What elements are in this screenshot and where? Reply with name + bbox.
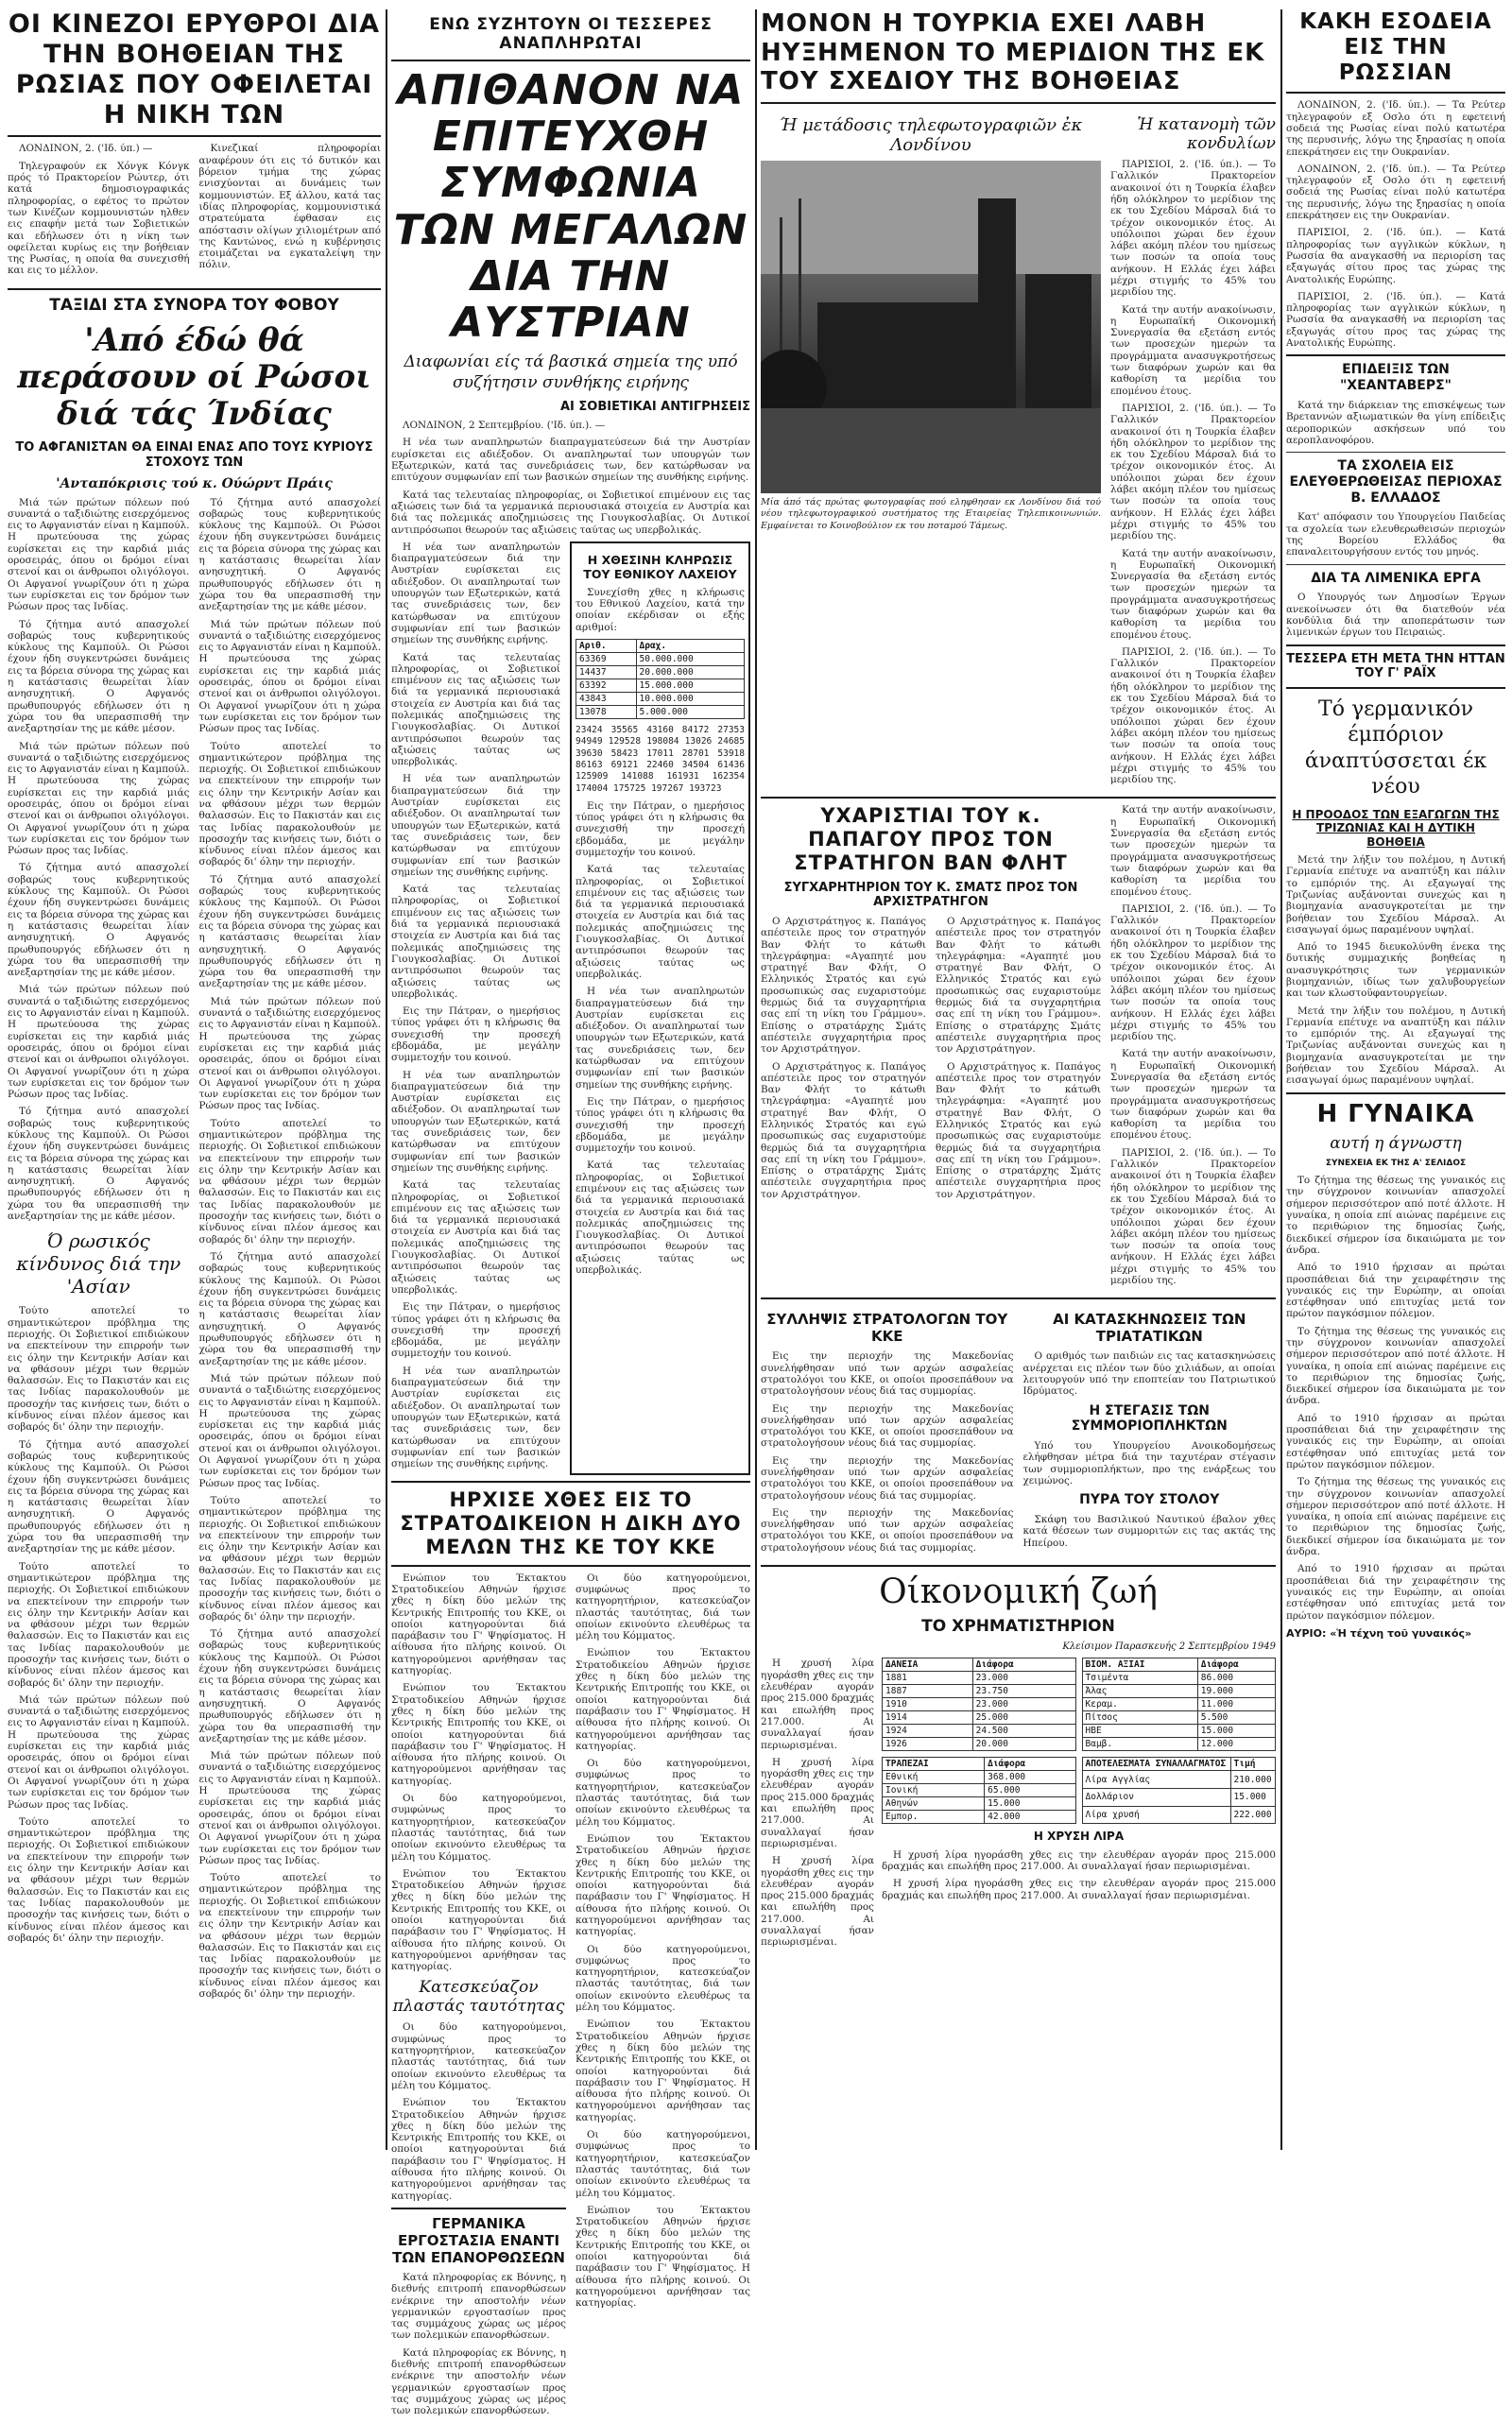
section-tag-soviet: ΑΙ ΣΟΒΙΕΤΙΚΑΙ ΑΝΤΙΓΡΗΣΕΙΣ	[560, 399, 750, 414]
stock-exchange-tables	[882, 1658, 1276, 1953]
article-text: Οι δύο κατηγορούμενοι, συμφώνως προς το κατηγορητήριον, κατεσκεύαζον πλαστάς ταυτότητας, διά των οποίων εκινούντο ελευθέρως τα μέλη του Κόμματος.	[391, 1793, 566, 1863]
headline-fleet: ΠΥΡΑ ΤΟΥ ΣΤΟΛΟΥ	[1079, 1492, 1220, 1508]
article-text: Οι δύο κατηγορούμενοι, συμφώνως προς το κατηγορητήριον, κατεσκεύαζον πλαστάς ταυτότητας, διά των οποίων εκινούντο ελευθέρως τα μέλη του Κόμματος.	[576, 1572, 750, 1642]
article-text: Μιά τών πρώτων πόλεων πού συναντά ο ταξιδιώτης εισερχόμενος εις το Αφγανιστάν είναι η Καμπούλ. Η πρωτεύουσα της χώρας ευρίσκεται εις την καρδιά μιάς οροσειράς, όπου οι δρόμοι είναι στενοί και οι άνθρωποι ολιγόλογοι. Οι Αφγανοί γνωρίζουν ότι η χώρα των ευρίσκεται εις τον δρόμον των Ρώσων προς τας Ινδίας.	[8, 496, 190, 613]
article-text: Τό ζήτημα αυτό απασχολεί σοβαρώς τους κυβερνητικούς κύκλους της Καμπούλ. Οι Ρώσοι έχουν ήδη συγκεντρώσει δυνάμεις εις τα βόρεια σύνορα της χώρας και η κατάστασις θεωρείται λίαν ανησυχητική. Ο Αφγανός πρωθυπουργός εδήλωσεν ότι η χώρα του θα υπερασπισθή την ανεξαρτησίαν της με κάθε μέσον.	[8, 1438, 190, 1555]
article-text: Κινεζικαί πληροφορίαι αναφέρουν ότι εις τό δυτικόν και βόρειον τμήμα της χώρας ενισχύονται αι δυνάμεις των κομμουνιστών. Εξ άλλου, κατά τας ιδίας πληροφορίας, κομμουνιστικά στρατεύματα έφθασαν εις απόστασιν ολίγων χιλιομέτρων από της Καντώνος, ενώ η κυβέρνησις ετοιμάζεται να εγκαταλείψη την πόλιν.	[198, 143, 381, 271]
article-text: Τό ζήτημα αυτό απασχολεί σοβαρώς τους κυβερνητικούς κύκλους της Καμπούλ. Οι Ρώσοι έχουν ήδη συγκεντρώσει δυνάμεις εις τα βόρεια σύνορα της χώρας και η κατάστασις θεωρείται λίαν ανησυχητική. Ο Αφγανός πρωθυπουργός εδήλωσεν ότι η χώρα του θα υπερασπισθή την ανεξαρτησίαν της με κάθε μέσον.	[198, 496, 381, 613]
table-cell: 43843	[576, 693, 637, 706]
headline-housing: Η ΣΤΕΓΑΣΙΣ ΤΩΝ ΣΥΜΜΟΡΙΟΠΛΗΚΤΩΝ	[1071, 1402, 1228, 1435]
article-text: Εις την περιοχήν της Μακεδονίας συνελήφθησαν υπό των αρχών ασφαλείας στρατολόγοι του ΚΚΕ, οι οποίοι προσεπάθουν να στρατολογήσουν νέους διά τας συμμορίας.	[761, 1350, 1014, 1398]
article-text: Μιά τών πρώτων πόλεων πού συναντά ο ταξιδιώτης εισερχόμενος εις το Αφγανιστάν είναι η Καμπούλ. Η πρωτεύουσα της χώρας ευρίσκεται εις την καρδιά μιάς οροσειράς, όπου οι δρόμοι είναι στενοί και οι άνθρωποι ολιγόλογοι. Οι Αφγανοί γνωρίζουν ότι η χώρα των ευρίσκεται εις τον δρόμον των Ρώσων προς τας Ινδίας.	[198, 995, 381, 1112]
table-cell: 15.000.000	[636, 679, 745, 693]
article-text: Ενώπιον του Έκτακτου Στρατοδικείου Αθηνών ήρχισε χθες η δίκη δύο μελών της Κεντρικής Επιτροπής του ΚΚΕ, οι οποίοι κατηγορούνται διά παράβασιν του Γ' Ψηφίσματος. Η αίθουσα ήτο πλήρης κοινού. Οι κατηγορούμενοι αρνήθησαν τας κατηγορίας.	[391, 1867, 566, 1973]
article-chinese-reds	[8, 143, 381, 282]
article-text: Ενώπιον του Έκτακτου Στρατοδικείου Αθηνών ήρχισε χθες η δίκη δύο μελών της Κεντρικής Επιτροπής του ΚΚΕ, οι οποίοι κατηγορούνται διά παράβασιν του Γ' Ψηφίσματος. Η αίθουσα ήτο πλήρης κοινού. Οι κατηγορούμενοι αρνήθησαν τας κατηγορίας.	[576, 1647, 750, 1752]
table-cell: 23.750	[972, 1685, 1075, 1698]
headline-kke-arrests: ΣΥΛΛΗΨΙΣ ΣΤΡΑΤΟΛΟΓΩΝ ΤΟΥ ΚΚΕ	[766, 1311, 1008, 1346]
table-cell: Δολλάριον	[1082, 1789, 1230, 1807]
divider	[8, 288, 381, 290]
article-text: Μιά τών πρώτων πόλεων πού συναντά ο ταξιδιώτης εισερχόμενος εις το Αφγανιστάν είναι η Καμπούλ. Η πρωτεύουσα της χώρας ευρίσκεται εις την καρδιά μιάς οροσειράς, όπου οι δρόμοι είναι στενοί και οι άνθρωποι ολιγόλογοι. Οι Αφγανοί γνωρίζουν ότι η χώρα των ευρίσκεται εις τον δρόμον των Ρώσων προς τας Ινδίας.	[8, 740, 190, 857]
divider	[1286, 687, 1505, 689]
table-cell: 14437	[576, 666, 637, 679]
article-text: Εις την Πάτραν, ο ημερήσιος τύπος γράφει ότι η κλήρωσις θα συνεχισθή την προσεχή εβδομάδα, με μεγάλην συμμετοχήν του κοινού.	[576, 1095, 745, 1155]
table-row	[576, 679, 745, 693]
gold-sovereign-heading: Η ΧΡΥΣΗ ΛΙΡΑ	[1033, 1830, 1125, 1844]
article-text: Κατά την αυτήν ανακοίνωσιν, η Ευρωπαϊκή Οικονομική Συνεργασία θα εξετάση εντός των προσεχών ημερών τα προγράμματα ανασυγκροτήσεως των διαφόρων χωρών και θα καθορίση τα μερίδια του επομένου έτους.	[1110, 1048, 1276, 1142]
table-cell: 1926	[883, 1738, 973, 1751]
photo-building	[1025, 274, 1091, 416]
headline-harbor-works: ΔΙΑ ΤΑ ΛΙΜΕΝΙΚΑ ΕΡΓΑ	[1311, 570, 1481, 586]
article-text: Μετά την λήξιν του πολέμου, η Δυτική Γερμανία επέτυχε να αναπτύξη και πάλιν το εμπόριόν της. Αι εξαγωγαί της Τριζωνίας αυξάνονται συνεχώς και η βιομηχανία ανασυγκροτείται με την βοήθειαν του Σχεδίου Μάρσαλ. Αι εισαγωγαί όμως παραμένουν υψηλαί.	[1286, 854, 1505, 936]
divider	[8, 135, 381, 137]
article-text: Τό ζήτημα αυτό απασχολεί σοβαρώς τους κυβερνητικούς κύκλους της Καμπούλ. Οι Ρώσοι έχουν ήδη συγκεντρώσει δυνάμεις εις τα βόρεια σύνορα της χώρας και η κατάστασις θεωρείται λίαν ανησυχητική. Ο Αφγανός πρωθυπουργός εδήλωσεν ότι η χώρα του θα υπερασπισθή την ανεξαρτησίαν της με κάθε μέσον.	[8, 1106, 190, 1223]
headline-austria-agreement: ΑΠΙΘΑΝΟΝ ΝΑ ΕΠΙΤΕΥΧΘΗ ΣΥΜΦΩΝΙΑ ΤΩΝ ΜΕΓΑΛΩΝ ΔΙΑ ΤΗΝ ΑΥΣΤΡΙΑΝ	[393, 65, 748, 348]
lottery-box	[570, 541, 750, 1476]
article-text: Κατά τας τελευταίας πληροφορίας, οι Σοβιετικοί επιμένουν εις τας αξιώσεις των διά τα γερμανικά περιουσιακά στοιχεία εν Αυστρία και διά τας πολεμικάς αποζημιώσεις της Γιουγκοσλαβίας. Οι Δυτικοί αντιπρόσωποι θεωρούν τας αξιώσεις ταύτας ως υπερβολικάς.	[391, 884, 560, 1000]
lower-section	[761, 1305, 1276, 1559]
table-header: ΔΑΝΕΙΑ	[883, 1658, 973, 1672]
article-text: Η νέα των αναπληρωτών διαπραγματεύσεων διά την Αυστρίαν ευρίσκεται εις αδιέξοδον. Οι αναπληρωταί των υπουργών των Εξωτερικών, κατά τας συνεδριάσεις των, δεν κατώρθωσαν να επιτύχουν συμφωνίαν επί των βασικών σημείων της συνθήκης ειρήνης.	[391, 541, 560, 646]
table-cell: Εθνική	[883, 1771, 985, 1784]
table-header: Τιμή	[1230, 1758, 1275, 1771]
table-cell: 1924	[883, 1725, 973, 1738]
headline-papagos-thanks: ΥΧΑΡΙΣΤΙΑΙ ΤΟΥ κ. ΠΑΠΑΓΟΥ ΠΡΟΣ ΤΟΝ ΣΤΡΑΤΗΓΟΝ ΒΑΝ ΦΛΗΤ	[794, 804, 1068, 874]
article-text: Η χρυσή λίρα ηγοράσθη χθες εις την ελευθέραν αγοράν προς 215.000 δραχμάς και επωλήθη προς 217.000. Αι συναλλαγαί ήσαν περιωρισμέναι.	[761, 1756, 874, 1849]
article-text: Σκάφη του Βασιλικού Ναυτικού έβαλον χθες κατά θέσεων των συμμοριτών εις τας ακτάς της Ηπείρου.	[1022, 1514, 1276, 1549]
deck-disagreements: Διαφωνίαι είς τά βασικά σημεία της υπό συζήτησιν συνθήκης ειρήνης	[404, 352, 738, 393]
article-text: Κατά τας τελευταίας πληροφορίας, οι Σοβιετικοί επιμένουν εις τας αξιώσεις των διά τα γερμανικά περιουσιακά στοιχεία εν Αυστρία και διά τας πολεμικάς αποζημιώσεις της Γιουγκοσλαβίας. Οι Δυτικοί αντιπρόσωποι θεωρούν τας αξιώσεις ταύτας ως υπερβολικάς.	[391, 1179, 560, 1296]
table-row	[576, 653, 745, 666]
headline-woman: Η ΓΥΝΑΙΚΑ	[1316, 1099, 1475, 1128]
article-text: Μετά την λήξιν του πολέμου, η Δυτική Γερμανία επέτυχε να αναπτύξη και πάλιν το εμπόριόν της. Αι εξαγωγαί της Τριζωνίας αυξάνονται συνεχώς και η βιομηχανία ανασυγκροτείται με την βοήθειαν του Σχεδίου Μάρσαλ. Αι εισαγωγαί όμως παραμένουν υψηλαί.	[1286, 1005, 1505, 1087]
table-row	[576, 706, 745, 719]
article-text: Μιά τών πρώτων πόλεων πού συναντά ο ταξιδιώτης εισερχόμενος εις το Αφγανιστάν είναι η Καμπούλ. Η πρωτεύουσα της χώρας ευρίσκεται εις την καρδιά μιάς οροσειράς, όπου οι δρόμοι είναι στενοί και οι άνθρωποι ολιγόλογοι. Οι Αφγανοί γνωρίζουν ότι η χώρα των ευρίσκεται εις τον δρόμον των Ρώσων προς τας Ινδίας.	[198, 618, 381, 735]
table-cell: 15.000	[1230, 1789, 1275, 1807]
photo-river	[761, 408, 1101, 493]
table-header: Διάφορα	[972, 1658, 1075, 1672]
table-header: ΑΠΟΤΕΛΕΣΜΑΤΑ ΣΥΝΑΛΛΑΓΜΑΤΟΣ	[1082, 1758, 1230, 1771]
section-headline-border-trip: ΤΑΞΙΔΙ ΣΤΑ ΣΥΝΟΡΑ ΤΟΥ ΦΟΒΟΥ	[49, 295, 339, 315]
table-row	[576, 666, 745, 679]
table-row	[1082, 1711, 1276, 1725]
table-cell: Αθηνών	[883, 1797, 985, 1811]
article-text: Κατά τας τελευταίας πληροφορίας, οι Σοβιετικοί επιμένουν εις τας αξιώσεις των διά τα γερμανικά περιουσιακά στοιχεία εν Αυστρία και διά τας πολεμικάς αποζημιώσεις της Γιουγκοσλαβίας. Οι Δυτικοί αντιπρόσωποι θεωρούν τας αξιώσεις ταύτας ως υπερβολικάς.	[576, 1160, 745, 1277]
economy-note: Κλείσιμον Παρασκευής 2 Σεπτεμβρίου 1949	[1062, 1641, 1276, 1653]
table-cell: 1910	[883, 1698, 973, 1711]
article-text: Τούτο αποτελεί το σημαντικώτερον πρόβλημα της περιοχής. Οι Σοβιετικοί επιδιώκουν να επεκτείνουν την επιρροήν των εις όλην την Κεντρικήν Ασίαν και να φθάσουν μέχρι των θερμών θαλασσών. Εις το Πακιστάν και εις τας Ινδίας παρακολουθούν με προσοχήν τας κινήσεις των, διότι ο κίνδυνος είναι πλέον άμεσος και σοβαρός δι' όλην την περιοχήν.	[198, 740, 381, 868]
table-cell: 1881	[883, 1672, 973, 1685]
table-row	[1082, 1672, 1276, 1685]
article-turkey	[1110, 110, 1276, 791]
divider	[1286, 644, 1505, 646]
article-text: Κατά την αυτήν ανακοίνωσιν, η Ευρωπαϊκή Οικονομική Συνεργασία θα εξετάση εντός των προσεχών ημερών τα προγράμματα ανασυγκροτήσεως των διαφόρων χωρών και θα καθορίση τα μερίδια του επομένου έτους.	[1110, 804, 1276, 898]
divider	[1286, 564, 1505, 565]
article-text: Οι δύο κατηγορούμενοι, συμφώνως προς το κατηγορητήριον, κατεσκεύαζον πλαστάς ταυτότητας, διά των οποίων εκινούντο ελευθέρως τα μέλη του Κόμματος.	[576, 1758, 750, 1828]
article-text: Το ζήτημα της θέσεως της γυναικός εις την σύγχρονον κοινωνίαν απασχολεί σήμερον περισσότερον από ποτέ άλλοτε. Η γυναίκα, η οποία επί αιώνας παρέμεινε εις το περιθώριον της δημοσίας ζωής, διεκδικεί σήμερον ίσα δικαιώματα με τον άνδρα.	[1286, 1325, 1505, 1407]
column-4	[1286, 9, 1505, 1640]
article-trial	[391, 1572, 750, 2423]
table-header: Διάφορα	[1197, 1658, 1275, 1672]
subhead-unknown: αυτή η άγνωστη	[1330, 1134, 1462, 1154]
article-thanks	[761, 804, 1101, 1292]
article-text: Κατά την διάρκειαν της επισκέψεως των Βρεταννών αξιωματικών θα γίνη επίδειξις αεροπορικών ασκήσεων υπό του αεροπλανοφόρου.	[1286, 399, 1505, 446]
table-cell: 5.500	[1197, 1711, 1275, 1725]
column-1	[8, 9, 381, 2005]
article-text: Η νέα των αναπληρωτών διαπραγματεύσεων διά την Αυστρίαν ευρίσκεται εις αδιέξοδον. Οι αναπληρωταί των υπουργών των Εξωτερικών, κατά τας συνεδριάσεις των, δεν κατώρθωσαν να επιτύχουν συμφωνίαν επί των βασικών σημείων της συνθήκης ειρήνης.	[391, 1365, 560, 1470]
table-cell: Τσιμέντα	[1082, 1672, 1197, 1685]
article-text: Από το 1910 ήρχισαν αι πρώται προσπάθειαι διά την χειραφέτησιν της γυναικός εις την Ευρώπην, αι οποίαι εστέφθησαν υπό επιτυχίας μετά τον πρώτον παγκόσμιον πόλεμον.	[1286, 1262, 1505, 1320]
table-cell: 86.000	[1197, 1672, 1275, 1685]
section-rule-reich: ΤΕΣΣΕΡΑ ΕΤΗ ΜΕΤΑ ΤΗΝ ΗΤΤΑΝ ΤΟΥ Γ' ΡΑΪΧ	[1286, 651, 1505, 681]
article-text: Κατά την αυτήν ανακοίνωσιν, η Ευρωπαϊκή Οικονομική Συνεργασία θα εξετάση εντός των προσεχών ημερών τα προγράμματα ανασυγκροτήσεως των διαφόρων χωρών και θα καθορίση τα μερίδια του επομένου έτους.	[1110, 303, 1276, 397]
article-text: Το ζήτημα της θέσεως της γυναικός εις την σύγχρονον κοινωνίαν απασχολεί σήμερον περισσότερον από ποτέ άλλοτε. Η γυναίκα, η οποία επί αιώνας παρέμεινε εις το περιθώριον της δημοσίας ζωής, διεκδικεί σήμερον ίσα δικαιώματα με τον άνδρα.	[1286, 1476, 1505, 1558]
table-cell: 25.000	[972, 1711, 1075, 1725]
article-text: Ο Αρχιστράτηγος κ. Παπάγος απέστειλε προς τον στρατηγόν Βαν Φλήτ το κάτωθι τηλεγράφημα: «Αγαπητέ μου στρατηγέ Βαν Φλήτ, Ο Ελληνικός Στρατός και εγώ προσωπικώς σας ευχαριστούμε θερμώς διά τα συγχαρητήρια σας επί τη νίκη του Γράμμου». Επίσης ο στρατάρχης Σμάτς απέστειλε συγχαρητήρια προς τον Αρχιστράτηγον.	[761, 915, 926, 1056]
article-text: Τούτο αποτελεί το σημαντικώτερον πρόβλημα της περιοχής. Οι Σοβιετικοί επιδιώκουν να επεκτείνουν την επιρροήν των εις όλην την Κεντρικήν Ασίαν και να φθάσουν μέχρι των θερμών θαλασσών. Εις το Πακιστάν και εις τας Ινδίας παρακολουθούν με προσοχήν τας κινήσεις των, διότι ο κίνδυνος είναι πλέον άμεσος και σοβαρός δι' όλην την περιοχήν.	[8, 1815, 190, 1944]
photo-and-main-article	[761, 110, 1276, 791]
feature-subtitle-afghanistan: ΤΟ ΑΦΓΑΝΙΣΤΑΝ ΘΑ ΕΙΝΑΙ ΕΝΑΣ ΑΠΟ ΤΟΥΣ ΚΥΡΙΟΥΣ ΣΤΟΧΟΥΣ ΤΩΝ	[15, 440, 373, 470]
bank-tables	[882, 1757, 1276, 1824]
continuation-tag: ΣΥΝΕΧΕΙΑ ΕΚ ΤΗΣ Α' ΣΕΛΙΔΟΣ	[1325, 1159, 1467, 1169]
subhead-trizonia: Η ΠΡΟΟΔΟΣ ΤΩΝ ΕΞΑΓΩΓΩΝ ΤΗΣ ΤΡΙΖΩΝΙΑΣ ΚΑΙ Η ΔΥΤΙΚΗ ΒΟΗΘΕΙΑ	[1292, 807, 1500, 849]
article-text: ΠΑΡΙΣΙΟΙ, 2. ('Ιδ. ύπ.). — Το Γαλλικόν Πρακτορείον ανακοινοί ότι η Τουρκία έλαβεν ήδη ολόκληρον το μερίδιον της εκ του Σχεδίου Μάρσαλ διά το τρέχον οικονομικόν έτος. Αι υπόλοιποι χώραι δεν έχουν λάβει ακόμη πλέον του ημίσεως των ποσών τα οποία τους ανήκουν. Η Ελλάς έχει λάβει μέχρι στιγμής το 45% του μεριδίου της.	[1110, 159, 1276, 299]
article-text: Τούτο αποτελεί το σημαντικώτερον πρόβλημα της περιοχής. Οι Σοβιετικοί επιδιώκουν να επεκτείνουν την επιρροήν των εις όλην την Κεντρικήν Ασίαν και να φθάσουν μέχρι των θερμών θαλασσών. Εις το Πακιστάν και εις τας Ινδίας παρακολουθούν με προσοχήν τας κινήσεις των, διότι ο κίνδυνος είναι πλέον άμεσος και σοβαρός δι' όλην την περιοχήν.	[8, 1560, 190, 1689]
lottery-headline: Η ΧΘΕΣΙΝΗ ΚΛΗΡΩΣΙΣ ΤΟΥ ΕΘΝΙΚΟΥ ΛΑΧΕΙΟΥ	[583, 552, 737, 581]
byline: 'Ανταπόκρισις τού κ. Ούώρντ Πράις	[56, 475, 333, 491]
divider	[391, 1481, 750, 1483]
table-header: ΒΙΟΜ. ΑΞΙΑΙ	[1082, 1658, 1197, 1672]
divider	[391, 1565, 750, 1567]
article-text: Τό ζήτημα αυτό απασχολεί σοβαρώς τους κυβερνητικούς κύκλους της Καμπούλ. Οι Ρώσοι έχουν ήδη συγκεντρώσει δυνάμεις εις τα βόρεια σύνορα της χώρας και η κατάστασις θεωρείται λίαν ανησυχητική. Ο Αφγανός πρωθυπουργός εδήλωσεν ότι η χώρα του θα υπερασπισθή την ανεξαρτησίαν της με κάθε μέσον.	[8, 618, 190, 735]
table-cell: 12.000	[1197, 1738, 1275, 1751]
table-cell: Ιονική	[883, 1784, 985, 1797]
table-cell: Βαμβ.	[1082, 1738, 1197, 1751]
kicker-four-deputies: ΕΝΩ ΣΥΖΗΤΟΥΝ ΟΙ ΤΕΣΣΕΡΕΣ ΑΝΑΠΛΗΡΩΤΑΙ	[429, 15, 713, 54]
photo-sky	[761, 161, 1101, 274]
dateline: ΛΟΝΔΙΝΟΝ, 2 Σεπτεμβρίου. ('Ιδ. ύπ.). —	[403, 420, 606, 432]
article-text: ΠΑΡΙΣΙΟΙ, 2. ('Ιδ. ύπ.). — Το Γαλλικόν Πρακτορείον ανακοινοί ότι η Τουρκία έλαβεν ήδη ολόκληρον το μερίδιον της εκ του Σχεδίου Μάρσαλ διά το τρέχον οικονομικόν έτος. Αι υπόλοιποι χώραι δεν έχουν λάβει ακόμη πλέον του ημίσεως των ποσών τα οποία τους ανήκουν. Η Ελλάς έχει λάβει μέχρι στιγμής το 45% του μεριδίου της.	[1110, 402, 1276, 542]
article-text: ΠΑΡΙΣΙΟΙ, 2. ('Ιδ. ύπ.). — Το Γαλλικόν Πρακτορείον ανακοινοί ότι η Τουρκία έλαβεν ήδη ολόκληρον το μερίδιον της εκ του Σχεδίου Μάρσαλ διά το τρέχον οικονομικόν έτος. Αι υπόλοιποι χώραι δεν έχουν λάβει ακόμη πλέον του ημίσεως των ποσών τα οποία τους ανήκουν. Η Ελλάς έχει λάβει μέχρι στιγμής το 45% του μεριδίου της.	[1110, 1146, 1276, 1287]
table-cell: 13078	[576, 706, 637, 719]
article-text: Κατά τας τελευταίας πληροφορίας, οι Σοβιετικοί επιμένουν εις τας αξιώσεις των διά τα γερμανικά περιουσιακά στοιχεία εν Αυστρία και διά τας πολεμικάς αποζημιώσεις της Γιουγκοσλαβίας. Οι Δυτικοί αντιπρόσωποι θεωρούν τας αξιώσεις ταύτας ως υπερβολικάς.	[391, 651, 560, 768]
divider	[1286, 452, 1505, 453]
table-cell: 19.000	[1197, 1685, 1275, 1698]
divider	[761, 102, 1276, 104]
table-cell: 23.000	[972, 1698, 1075, 1711]
table-cell: 20.000	[972, 1738, 1075, 1751]
table-cell: Λίρα Αγγλίας	[1082, 1771, 1230, 1789]
column-rule	[386, 9, 387, 2150]
table-cell: 368.000	[985, 1771, 1075, 1784]
article-text: Ενώπιον του Έκτακτου Στρατοδικείου Αθηνών ήρχισε χθες η δίκη δύο μελών της Κεντρικής Επιτροπής του ΚΚΕ, οι οποίοι κατηγορούνται διά παράβασιν του Γ' Ψηφίσματος. Η αίθουσα ήτο πλήρης κοινού. Οι κατηγορούμενοι αρνήθησαν τας κατηγορίας.	[576, 2204, 750, 2310]
divider	[391, 2208, 566, 2209]
headline-schools: ΤΑ ΣΧΟΛΕΙΑ ΕΙΣ ΕΛΕΥΘΕΡΩΘΕΙΣΑΣ ΠΕΡΙΟΧΑΣ Β. ΕΛΛΑΔΟΣ	[1289, 458, 1503, 506]
article-text: Κατά τας τελευταίας πληροφορίας, οι Σοβιετικοί επιμένουν εις τας αξιώσεις των διά τα γερμανικά περιουσιακά στοιχεία εν Αυστρία και διά τας πολεμικάς αποζημιώσεις της Γιουγκοσλαβίας. Οι Δυτικοί αντιπρόσωποι θεωρούν τας αξιώσεις ταύτας ως υπερβολικάς.	[576, 864, 745, 980]
table-cell: 24.500	[972, 1725, 1075, 1738]
article-text: Οι δύο κατηγορούμενοι, συμφώνως προς το κατηγορητήριον, κατεσκεύαζον πλαστάς ταυτότητας, διά των οποίων εκινούντο ελευθέρως τα μέλη του Κόμματος.	[576, 1943, 750, 2014]
telephoto-image-parliament	[761, 161, 1101, 493]
article-text: Κατά τας τελευταίας πληροφορίας, οι Σοβιετικοί επιμένουν εις τας αξιώσεις των διά τα γερμανικά περιουσιακά στοιχεία εν Αυστρία και διά τας πολεμικάς αποζημιώσεις της Γιουγκοσλαβίας. Οι Δυτικοί αντιπρόσωποι θεωρούν τας αξιώσεις ταύτας ως υπερβολικάς.	[391, 489, 750, 536]
article-text: Οι δύο κατηγορούμενοι, συμφώνως προς το κατηγορητήριον, κατεσκεύαζον πλαστάς ταυτότητας, διά των οποίων εκινούντο ελευθέρως τα μέλη του Κόμματος.	[391, 2021, 566, 2091]
table-row	[883, 1771, 1076, 1784]
article-text: Τούτο αποτελεί το σημαντικώτερον πρόβλημα της περιοχής. Οι Σοβιετικοί επιδιώκουν να επεκτείνουν την επιρροήν των εις όλην την Κεντρικήν Ασίαν και να φθάσουν μέχρι των θερμών θαλασσών. Εις το Πακιστάν και εις τας Ινδίας παρακολουθούν με προσοχήν τας κινήσεις των, διότι ο κίνδυνος είναι πλέον άμεσος και σοβαρός δι' όλην την περιοχήν.	[198, 1494, 381, 1623]
article-text: Ο Αρχιστράτηγος κ. Παπάγος απέστειλε προς τον στρατηγόν Βαν Φλήτ το κάτωθι τηλεγράφημα: «Αγαπητέ μου στρατηγέ Βαν Φλήτ, Ο Ελληνικός Στρατός και εγώ προσωπικώς σας ευχαριστούμε θερμώς διά τα συγχαρητήρια σας επί τη νίκη του Γράμμου». Επίσης ο στρατάρχης Σμάτς απέστειλε συγχαρητήρια προς τον Αρχιστράτηγον.	[761, 1060, 926, 1200]
headline-german-trade: Τό γερμανικόν έμπόριον άναπτύσσεται έκ νέου	[1304, 696, 1487, 799]
article-text: Από το 1945 διευκολύνθη ένεκα της δυτικής συμμαχικής βοηθείας η ανασυγκρότησις των γερμανικών βιομηχανιών, ιδίως των χαλυβουργείων και των κλωστοϋφαντουργείων.	[1286, 941, 1505, 1000]
table-row	[1082, 1685, 1276, 1698]
article-text: Ενώπιον του Έκτακτου Στρατοδικείου Αθηνών ήρχισε χθες η δίκη δύο μελών της Κεντρικής Επιτροπής του ΚΚΕ, οι οποίοι κατηγορούνται διά παράβασιν του Γ' Ψηφίσματος. Η αίθουσα ήτο πλήρης κοινού. Οι κατηγορούμενοι αρνήθησαν τας κατηγορίας.	[391, 1682, 566, 1787]
article-text: Κατά πληροφορίας εκ Βόννης, η διεθνής επιτροπή επανορθώσεων ενέκρινε την αποστολήν νέων γερμανικών εργοστασίων προς τας συμμάχους χώρας ως μέρος των πολεμικών επανορθώσεων.	[391, 2346, 566, 2417]
table-row	[883, 1784, 1076, 1797]
table-cell: 15.000	[985, 1797, 1075, 1811]
table-cell: 1887	[883, 1685, 973, 1698]
column-3	[761, 9, 1276, 1954]
table-cell: 63392	[576, 679, 637, 693]
table-cell: ΗΒΕ	[1082, 1725, 1197, 1738]
table-row	[1082, 1771, 1276, 1789]
article-text: Η νέα των αναπληρωτών διαπραγματεύσεων διά την Αυστρίαν ευρίσκεται εις αδιέξοδον. Οι αναπληρωταί των υπουργών των Εξωτερικών, κατά τας συνεδριάσεις των, δεν κατώρθωσαν να επιτύχουν συμφωνίαν επί των βασικών σημείων της συνθήκης ειρήνης.	[391, 773, 560, 878]
table-header: Αριθ.	[576, 640, 637, 653]
table-cell: 11.000	[1197, 1698, 1275, 1711]
article-text: Ενώπιον του Έκτακτου Στρατοδικείου Αθηνών ήρχισε χθες η δίκη δύο μελών της Κεντρικής Επιτροπής του ΚΚΕ, οι οποίοι κατηγορούνται διά παράβασιν του Γ' Ψηφίσματος. Η αίθουσα ήτο πλήρης κοινού. Οι κατηγορούμενοι αρνήθησαν τας κατηγορίας.	[576, 2019, 750, 2123]
table-cell: 23.000	[972, 1672, 1075, 1685]
divider	[761, 797, 1276, 799]
article-text: Τό ζήτημα αυτό απασχολεί σοβαρώς τους κυβερνητικούς κύκλους της Καμπούλ. Οι Ρώσοι έχουν ήδη συγκεντρώσει δυνάμεις εις τα βόρεια σύνορα της χώρας και η κατάστασις θεωρείται λίαν ανησυχητική. Ο Αφγανός πρωθυπουργός εδήλωσεν ότι η χώρα του θα υπερασπισθή την ανεξαρτησίαν της με κάθε μέσον.	[198, 1250, 381, 1367]
photo-header: Ή μετάδοσις τηλεφωτογραφιῶν ἐκ Λονδίνου	[779, 115, 1083, 156]
article-text: Κατά πληροφορίας εκ Βόννης, η διεθνής επιτροπή επανορθώσεων ενέκρινε την αποστολήν νέων γερμανικών εργοστασίων προς τας συμμάχους χώρας ως μέρος των πολεμικών επανορθώσεων.	[391, 2271, 566, 2342]
table-cell: 15.000	[1197, 1725, 1275, 1738]
table-row	[883, 1672, 1076, 1685]
article-text: Μιά τών πρώτων πόλεων πού συναντά ο ταξιδιώτης εισερχόμενος εις το Αφγανιστάν είναι η Καμπούλ. Η πρωτεύουσα της χώρας ευρίσκεται εις την καρδιά μιάς οροσειράς, όπου οι δρόμοι είναι στενοί και οι άνθρωποι ολιγόλογοι. Οι Αφγανοί γνωρίζουν ότι η χώρα των ευρίσκεται εις τον δρόμον των Ρώσων προς τας Ινδίας.	[8, 1693, 190, 1811]
article-text: Κατά την αυτήν ανακοίνωσιν, η Ευρωπαϊκή Οικονομική Συνεργασία θα εξετάση εντός των προσεχών ημερών τα προγράμματα ανασυγκροτήσεως των διαφόρων χωρών και θα καθορίση τα μερίδια του επομένου έτους.	[1110, 547, 1276, 641]
subhead-false-ids: Κατεσκεύαζον πλαστάς ταυτότητας	[392, 1978, 565, 2017]
table-row	[883, 1711, 1076, 1725]
photo-caption: Μία άπό τάς πρώτας φωτογραφίας πού εληφθησαν εκ Λονδίνου διά τού νέου τηλεφωτογραφικού συστήματος της Εταιρείας Τηλεπικοινωνιών. Εμφαίνεται το Κοινοβούλιον εκ του ποταμού Τάμεως.	[761, 497, 1101, 531]
subtitle-funds: Ἡ κατανομὴ τῶν κονδυλίων	[1137, 115, 1276, 154]
article-text: Οι δύο κατηγορούμενοι, συμφώνως προς το κατηγορητήριον, κατεσκεύαζον πλαστάς ταυτότητας, διά των οποίων εκινούντο ελευθέρως τα μέλη του Κόμματος.	[576, 2129, 750, 2199]
table-row	[883, 1738, 1076, 1751]
article-text: Τό ζήτημα αυτό απασχολεί σοβαρώς τους κυβερνητικούς κύκλους της Καμπούλ. Οι Ρώσοι έχουν ήδη συγκεντρώσει δυνάμεις εις τα βόρεια σύνορα της χώρας και η κατάστασις θεωρείται λίαν ανησυχητική. Ο Αφγανός πρωθυπουργός εδήλωσεν ότι η χώρα του θα υπερασπισθή την ανεξαρτησίαν της με κάθε μέσον.	[198, 873, 381, 990]
table-cell: Εμπορ.	[883, 1811, 985, 1824]
economy-subtitle: ΤΟ ΧΡΗΜΑΤΙΣΤΗΡΙΟΝ	[921, 1617, 1115, 1637]
table-cell: 50.000.000	[636, 653, 745, 666]
table-row	[1082, 1806, 1276, 1824]
lottery-numbers: 23424 35565 43160 84172 27353 94949 129528 198084 13026 24685 39630 58423 17011 28701 53918 86163 69121 22460 34504 61436 125909 141088 161931 162354 174004 175725 197267 193723	[576, 725, 745, 794]
thanks-columns	[761, 916, 1101, 1206]
article-text: Εις την Πάτραν, ο ημερήσιος τύπος γράφει ότι η κλήρωσις θα συνεχισθή την προσεχή εβδομάδα, με μεγάλην συμμετοχήν του κοινού.	[391, 1301, 560, 1360]
table-cell: 65.000	[985, 1784, 1075, 1797]
divider	[1286, 354, 1505, 356]
table-row	[1082, 1738, 1276, 1751]
table-row	[883, 1698, 1076, 1711]
photo-block	[761, 110, 1101, 791]
table-cell: 20.000.000	[636, 666, 745, 679]
article-text: Ο αριθμός των παιδιών εις τας κατασκηνώσεις ανέρχεται εις πλέον των δύο χιλιάδων, αι οποίαι λειτουργούν υπό την εποπτείαν του Πατριωτικού Ιδρύματος.	[1022, 1350, 1276, 1398]
article-text: Μιά τών πρώτων πόλεων πού συναντά ο ταξιδιώτης εισερχόμενος εις το Αφγανιστάν είναι η Καμπούλ. Η πρωτεύουσα της χώρας ευρίσκεται εις την καρδιά μιάς οροσειράς, όπου οι δρόμοι είναι στενοί και οι άνθρωποι ολιγόλογοι. Οι Αφγανοί γνωρίζουν ότι η χώρα των ευρίσκεται εις τον δρόμον των Ρώσων προς τας Ινδίας.	[198, 1750, 381, 1866]
article-text: Εις την περιοχήν της Μακεδονίας συνελήφθησαν υπό των αρχών ασφαλείας στρατολόγοι του ΚΚΕ, οι οποίοι προσεπάθουν να στρατολογήσουν νέους διά τας συμμορίας.	[761, 1506, 1014, 1554]
article-text: Ενώπιον του Έκτακτου Στρατοδικείου Αθηνών ήρχισε χθες η δίκη δύο μελών της Κεντρικής Επιτροπής του ΚΚΕ, οι οποίοι κατηγορούνται διά παράβασιν του Γ' Ψηφίσματος. Η αίθουσα ήτο πλήρης κοινού. Οι κατηγορούμενοι αρνήθησαν τας κατηγορίας.	[391, 2097, 566, 2202]
article-text: Η χρυσή λίρα ηγοράσθη χθες εις την ελευθέραν αγοράν προς 215.000 δραχμάς και επωλήθη προς 217.000. Αι συναλλαγαί ήσαν περιωρισμέναι.	[882, 1848, 1276, 1873]
column-rule	[755, 9, 757, 2150]
table-row	[1082, 1789, 1276, 1807]
feature-title-russians-india: 'Από έδώ θά περάσουν οί Ρώσοι διά τάς Ίνδίας	[17, 321, 371, 434]
table-cell: 222.000	[1230, 1806, 1275, 1824]
table-row	[883, 1811, 1076, 1824]
divider	[761, 1297, 1276, 1299]
article-text: Από το 1910 ήρχισαν αι πρώται προσπάθειαι διά την χειραφέτησιν της γυναικός εις την Ευρώπην, αι οποίαι εστέφθησαν υπό επιτυχίας μετά τον πρώτον παγκόσμιον πόλεμον.	[1286, 1563, 1505, 1622]
industrial-stocks-table	[1082, 1658, 1277, 1751]
article-text: ΠΑΡΙΣΙΟΙ, 2. ('Ιδ. ύπ.). — Κατά πληροφορίας των αγγλικών κύκλων, η Ρωσσία θα αναγκασθή να περιορίση τας εξαγωγάς σίτου προς τας χώρας της Ανατολικής Ευρώπης.	[1286, 290, 1505, 350]
table-row	[1082, 1698, 1276, 1711]
article-text: Μιά τών πρώτων πόλεων πού συναντά ο ταξιδιώτης εισερχόμενος εις το Αφγανιστάν είναι η Καμπούλ. Η πρωτεύουσα της χώρας ευρίσκεται εις την καρδιά μιάς οροσειράς, όπου οι δρόμοι είναι στενοί και οι άνθρωποι ολιγόλογοι. Οι Αφγανοί γνωρίζουν ότι η χώρα των ευρίσκεται εις τον δρόμον των Ρώσων προς τας Ινδίας.	[8, 984, 190, 1101]
article-text: ΛΟΝΔΙΝΟΝ, 2. ('Ιδ. ύπ.). — Τα Ρεύτερ τηλεγραφούν εξ Οσλο ότι η εφετεινή σοδειά της Ρωσίας είναι πολύ κατωτέρα της περυσινής, λόγω της ξηρασίας η οποία επεκράτησεν εις την Ουκρανίαν.	[1286, 99, 1505, 158]
article-text: Η νέα των αναπληρωτών διαπραγματεύσεων διά την Αυστρίαν ευρίσκεται εις αδιέξοδον. Οι αναπληρωταί των υπουργών των Εξωτερικών, κατά τας συνεδριάσεις των, δεν κατώρθωσαν να επιτύχουν συμφωνίαν επί των βασικών σημείων της συνθήκης ειρήνης.	[391, 1069, 560, 1174]
article-text: Η χρυσή λίρα ηγοράσθη χθες εις την ελευθέραν αγοράν προς 215.000 δραχμάς και επωλήθη προς 217.000. Αι συναλλαγαί ήσαν περιωρισμέναι.	[882, 1878, 1276, 1901]
table-header: Δραχ.	[636, 640, 745, 653]
article-text: Κατ' απόφασιν του Υπουργείου Παιδείας τα σχολεία των ελευθερωθεισών περιοχών της Βορείου Ελλάδος θα επαναλειτουργήσουν εντός του μηνός.	[1286, 511, 1505, 558]
table-row	[576, 693, 745, 706]
headline-chinese-reds: ΟΙ ΚΙΝΕΖΟΙ ΕΡΥΘΡΟΙ ΔΙΑ ΤΗΝ ΒΟΗΘΕΙΑΝ ΤΗΣ ΡΩΣΙΑΣ ΠΟΥ ΟΦΕΙΛΕΤΑΙ Η ΝΙΚΗ ΤΩΝ	[8, 9, 381, 129]
article-kke-arrests	[761, 1305, 1014, 1559]
column-rule	[1280, 9, 1282, 2150]
article-text: Τούτο αποτελεί το σημαντικώτερον πρόβλημα της περιοχής. Οι Σοβιετικοί επιδιώκουν να επεκτείνουν την επιρροήν των εις όλην την Κεντρικήν Ασίαν και να φθάσουν μέχρι των θερμών θαλασσών. Εις το Πακιστάν και εις τας Ινδίας παρακολουθούν με προσοχήν τας κινήσεις των, διότι ο κίνδυνος είναι πλέον άμεσος και σοβαρός δι' όλην την περιοχήν.	[198, 1872, 381, 2001]
headline-camps: ΑΙ ΚΑΤΑΣΚΗΝΩΣΕΙΣ ΤΩΝ ΤΡΙΑΤΑΤΙΚΩΝ	[1053, 1311, 1246, 1346]
headline-german-factories: ΓΕΡΜΑΝΙΚΑ ΕΡΓΟΣΤΑΣΙΑ ΕΝΑΝΤΙ ΤΩΝ ΕΠΑΝΟΡΘΩΣΕΩΝ	[392, 2214, 565, 2266]
article-text: Η χρυσή λίρα ηγοράσθη χθες εις την ελευθέραν αγοράν προς 215.000 δραχμάς και επωλήθη προς 217.000. Αι συναλλαγαί ήσαν περιωρισμέναι.	[761, 1855, 874, 1949]
article-text: Ενώπιον του Έκτακτου Στρατοδικείου Αθηνών ήρχισε χθες η δίκη δύο μελών της Κεντρικής Επιτροπής του ΚΚΕ, οι οποίοι κατηγορούνται διά παράβασιν του Γ' Ψηφίσματος. Η αίθουσα ήτο πλήρης κοινού. Οι κατηγορούμενοι αρνήθησαν τας κατηγορίας.	[576, 1832, 750, 1938]
divider	[1286, 1092, 1505, 1094]
footer-tomorrow: ΑΥΡΙΟ: «Ἡ τέχνη τοῦ γυναικός»	[1286, 1626, 1472, 1640]
article-text: Τηλεγραφούν εκ Χόνγκ Κόνγκ πρός τό Πρακτορείον Ρώυτερ, ότι κατά δημοσιογραφικάς πληροφορίας, ο εφέτος το πρώτον των Κινέζων κομμουνιστών ηλθεν εις επαφήν μετά των Σοβιετικών και εδήλωσεν ότι η νίκη των οφείλεται κυρίως εις την βοήθειαν της Ρωσίας, η οποία θα συνεχισθή και εις το μέλλον.	[8, 160, 190, 277]
divider	[1286, 92, 1505, 94]
bond-tables	[882, 1658, 1276, 1751]
table-cell: 10.000.000	[636, 693, 745, 706]
headline-turkey-share: ΜΟΝΟΝ Η ΤΟΥΡΚΙΑ ΕΧΕΙ ΛΑΒΗ ΗΥΞΗΜΕΝΟΝ ΤΟ ΜΕΡΙΔΙΟΝ ΤΗΣ ΕΚ ΤΟΥ ΣΧΕΔΙΟΥ ΤΗΣ ΒΟΗΘΕΙΑΣ	[761, 9, 1265, 96]
photo-building	[817, 302, 1006, 416]
article-camps	[1023, 1305, 1277, 1559]
table-row	[883, 1797, 1076, 1811]
banks-table	[882, 1757, 1076, 1824]
article-austria-cont	[391, 541, 750, 1476]
table-row	[883, 1725, 1076, 1738]
article-text: Τούτο αποτελεί το σημαντικώτερον πρόβλημα της περιοχής. Οι Σοβιετικοί επιδιώκουν να επεκτείνουν την επιρροήν των εις όλην την Κεντρικήν Ασίαν και να φθάσουν μέχρι των θερμών θαλασσών. Εις το Πακιστάν και εις τας Ινδίας παρακολουθούν με προσοχήν τας κινήσεις των, διότι ο κίνδυνος είναι πλέον άμεσος και σοβαρός δι' όλην την περιοχήν.	[198, 1117, 381, 1246]
table-header: ΤΡΑΠΕΖΑΙ	[883, 1758, 985, 1771]
bonds-table	[882, 1658, 1076, 1751]
table-cell: Πίτσος	[1082, 1711, 1197, 1725]
exchange-results-table	[1082, 1757, 1277, 1824]
article-text: Εις την Πάτραν, ο ημερήσιος τύπος γράφει ότι η κλήρωσις θα συνεχισθή την προσεχή εβδομάδα, με μεγάλην συμμετοχήν του κοινού.	[391, 1005, 560, 1064]
article-text: Ο Αρχιστράτηγος κ. Παπάγος απέστειλε προς τον στρατηγόν Βαν Φλήτ το κάτωθι τηλεγράφημα: «Αγαπητέ μου στρατηγέ Βαν Φλήτ, Ο Ελληνικός Στρατός και εγώ προσωπικώς σας ευχαριστούμε θερμώς διά τα συγχαρητήρια σας επί τη νίκη του Γράμμου». Επίσης ο στρατάρχης Σμάτς απέστειλε συγχαρητήρια προς τον Αρχιστράτηγον.	[936, 915, 1101, 1056]
article-text: ΛΟΝΔΙΝΟΝ, 2. ('Ιδ. ύπ.). — Τα Ρεύτερ τηλεγραφούν εξ Οσλο ότι η εφετεινή σοδειά της Ρωσίας είναι πολύ κατωτέρα της περυσινής, λόγω της ξηρασίας η οποία επεκράτησεν εις την Ουκρανίαν.	[1286, 163, 1505, 222]
lottery-intro: Συνεχίσθη χθες η κλήρωσις του Εθνικού Λαχείου, κατά την οποίαν εκέρδισαν οι εξής αριθμοί:	[576, 586, 745, 633]
headline-trial: ΗΡΧΙΣΕ ΧΘΕΣ ΕΙΣ ΤΟ ΣΤΡΑΤΟΔΙΚΕΙΟΝ Η ΔΙΚΗ ΔΥΟ ΜΕΛΩΝ ΤΗΣ ΚΕ ΤΟΥ ΚΚΕ	[400, 1488, 742, 1558]
table-cell: Λίρα χρυσή	[1082, 1806, 1230, 1824]
article-text: Τό ζήτημα αυτό απασχολεί σοβαρώς τους κυβερνητικούς κύκλους της Καμπούλ. Οι Ρώσοι έχουν ήδη συγκεντρώσει δυνάμεις εις τα βόρεια σύνορα της χώρας και η κατάστασις θεωρείται λίαν ανησυχητική. Ο Αφγανός πρωθυπουργός εδήλωσεν ότι η χώρα του θα υπερασπισθή την ανεξαρτησίαν της με κάθε μέσον.	[198, 1628, 381, 1744]
table-cell: Άλας	[1082, 1685, 1197, 1698]
article-text: Ο Αρχιστράτηγος κ. Παπάγος απέστειλε προς τον στρατηγόν Βαν Φλήτ το κάτωθι τηλεγράφημα: «Αγαπητέ μου στρατηγέ Βαν Φλήτ, Ο Ελληνικός Στρατός και εγώ προσωπικώς σας ευχαριστούμε θερμώς διά τα συγχαρητήρια σας επί τη νίκη του Γράμμου». Επίσης ο στρατάρχης Σμάτς απέστειλε συγχαρητήρια προς τον Αρχιστράτηγον.	[936, 1060, 1101, 1200]
article-text: ΠΑΡΙΣΙΟΙ, 2. ('Ιδ. ύπ.). — Το Γαλλικόν Πρακτορείον ανακοινοί ότι η Τουρκία έλαβεν ήδη ολόκληρον το μερίδιον της εκ του Σχεδίου Μάρσαλ διά το τρέχον οικονομικόν έτος. Αι υπόλοιποι χώραι δεν έχουν λάβει ακόμη πλέον του ημίσεως των ποσών τα οποία τους ανήκουν. Η Ελλάς έχει λάβει μέχρι στιγμής το 45% του μεριδίου της.	[1110, 902, 1276, 1043]
table-cell: Κεραμ.	[1082, 1698, 1197, 1711]
headline-heantavers: ΕΠΙΔΕΙΞΙΣ ΤΩΝ "ΧΕΑΝΤΑΒΕΡΣ"	[1340, 362, 1452, 394]
article-text: Εις την Πάτραν, ο ημερήσιος τύπος γράφει ότι η κλήρωσις θα συνεχισθή την προσεχή εβδομάδα, με μεγάλην συμμετοχήν του κοινού.	[576, 799, 745, 858]
subhead-smuts: ΣΥΓΧΑΡΗΤΗΡΙΟΝ ΤΟΥ Κ. ΣΜΑΤΣ ΠΡΟΣ ΤΟΝ ΑΡΧΙΣΤΡΑΤΗΓΟΝ	[783, 880, 1078, 910]
article-text: ΠΑΡΙΣΙΟΙ, 2. ('Ιδ. ύπ.). — Κατά πληροφορίας των αγγλικών κύκλων, η Ρωσσία θα αναγκασθή να περιορίση τας εξαγωγάς σίτου προς τας χώρας της Ανατολικής Ευρώπης.	[1286, 227, 1505, 285]
article-text: Από το 1910 ήρχισαν αι πρώται προσπάθειαι διά την χειραφέτησιν της γυναικός εις την Ευρώπην, αι οποίαι εστέφθησαν υπό επιτυχίας μετά τον πρώτον παγκόσμιον πόλεμον.	[1286, 1412, 1505, 1470]
table-cell: 210.000	[1230, 1771, 1275, 1789]
economy-title: Οίκονομική ζωή	[879, 1572, 1158, 1612]
table-cell: 63369	[576, 653, 637, 666]
economy-commentary	[761, 1658, 874, 1953]
dateline: ΛΟΝΔΙΝΟΝ, 2. ('Ιδ. ύπ.) —	[19, 143, 153, 155]
article-afghanistan	[8, 497, 381, 2006]
table-row	[883, 1685, 1076, 1698]
article-text: Τό ζήτημα αυτό απασχολεί σοβαρώς τους κυβερνητικούς κύκλους της Καμπούλ. Οι Ρώσοι έχουν ήδη συγκεντρώσει δυνάμεις εις τα βόρεια σύνορα της χώρας και η κατάστασις θεωρείται λίαν ανησυχητική. Ο Αφγανός πρωθυπουργός εδήλωσεν ότι η χώρα του θα υπερασπισθή την ανεξαρτησίαν της με κάθε μέσον.	[8, 862, 190, 979]
article-text: ΠΑΡΙΣΙΟΙ, 2. ('Ιδ. ύπ.). — Το Γαλλικόν Πρακτορείον ανακοινοί ότι η Τουρκία έλαβεν ήδη ολόκληρον το μερίδιον της εκ του Σχεδίου Μάρσαλ διά το τρέχον οικονομικόν έτος. Αι υπόλοιποι χώραι δεν έχουν λάβει ακόμη πλέον του ημίσεως των ποσών τα οποία τους ανήκουν. Η Ελλάς έχει λάβει μέχρι στιγμής το 45% του μεριδίου της.	[1110, 645, 1276, 786]
article-text: Ενώπιον του Έκτακτου Στρατοδικείου Αθηνών ήρχισε χθες η δίκη δύο μελών της Κεντρικής Επιτροπής του ΚΚΕ, οι οποίοι κατηγορούνται διά παράβασιν του Γ' Ψηφίσματος. Η αίθουσα ήτο πλήρης κοινού. Οι κατηγορούμενοι αρνήθησαν τας κατηγορίας.	[391, 1572, 566, 1677]
column-2	[391, 9, 750, 2423]
subhead-russian-danger: Ό ρωσικός κίνδυνος διά την 'Ασίαν	[16, 1229, 181, 1298]
table-cell: 1914	[883, 1711, 973, 1725]
article-text: Εις την περιοχήν της Μακεδονίας συνελήφθησαν υπό των αρχών ασφαλείας στρατολόγοι του ΚΚΕ, οι οποίοι προσεπάθουν να στρατολογήσουν νέους διά τας συμμορίας.	[761, 1454, 1014, 1502]
article-text: Ο Υπουργός των Δημοσίων Έργων ανεκοίνωσεν ότι θα διατεθούν νέα κονδύλια διά την αποπεράτωσιν των λιμενικών έργων του Πειραιώς.	[1286, 592, 1505, 639]
lottery-table	[576, 639, 745, 719]
article-text: Μιά τών πρώτων πόλεων πού συναντά ο ταξιδιώτης εισερχόμενος εις το Αφγανιστάν είναι η Καμπούλ. Η πρωτεύουσα της χώρας ευρίσκεται εις την καρδιά μιάς οροσειράς, όπου οι δρόμοι είναι στενοί και οι άνθρωποι ολιγόλογοι. Οι Αφγανοί γνωρίζουν ότι η χώρα των ευρίσκεται εις τον δρόμον των Ρώσων προς τας Ινδίας.	[198, 1372, 381, 1489]
divider	[391, 60, 750, 61]
divider	[761, 1565, 1276, 1567]
article-text: Η χρυσή λίρα ηγοράσθη χθες εις την ελευθέραν αγοράν προς 215.000 δραχμάς και επωλήθη προς 217.000. Αι συναλλαγαί ήσαν περιωρισμέναι.	[761, 1658, 874, 1751]
article-text: Η νέα των αναπληρωτών διαπραγματεύσεων διά την Αυστρίαν ευρίσκεται εις αδιέξοδον. Οι αναπληρωταί των υπουργών των Εξωτερικών, κατά τας συνεδριάσεις των, δεν κατώρθωσαν να επιτύχουν συμφωνίαν επί των βασικών σημείων της συνθήκης ειρήνης.	[576, 986, 745, 1091]
table-cell: 5.000.000	[636, 706, 745, 719]
article-text: Τούτο αποτελεί το σημαντικώτερον πρόβλημα της περιοχής. Οι Σοβιετικοί επιδιώκουν να επεκτείνουν την επιρροήν των εις όλην την Κεντρικήν Ασίαν και να φθάσουν μέχρι των θερμών θαλασσών. Εις το Πακιστάν και εις τας Ινδίας παρακολουθούν με προσοχήν τας κινήσεις των, διότι ο κίνδυνος είναι πλέον άμεσος και σοβαρός δι' όλην την περιοχήν.	[8, 1305, 190, 1434]
table-cell: 42.000	[985, 1811, 1075, 1824]
table-header: Διάφορα	[985, 1758, 1075, 1771]
table-row	[1082, 1725, 1276, 1738]
middle-section	[761, 804, 1276, 1292]
economy-section	[761, 1658, 1276, 1953]
article-text: Η νέα των αναπληρωτών διαπραγματεύσεων διά την Αυστρίαν ευρίσκεται εις αδιέξοδον. Οι αναπληρωταί των υπουργών των Εξωτερικών, κατά τας συνεδριάσεις των, δεν κατώρθωσαν να επιτύχουν συμφωνίαν επί των βασικών σημείων της συνθήκης ειρήνης.	[391, 437, 750, 484]
headline-bad-harvest: ΚΑΚΗ ΕΣΟΔΕΙΑ ΕΙΣ ΤΗΝ ΡΩΣΣΙΑΝ	[1299, 9, 1492, 86]
article-text: Εις την περιοχήν της Μακεδονίας συνελήφθησαν υπό των αρχών ασφαλείας στρατολόγοι του ΚΚΕ, οι οποίοι προσεπάθουν να στρατολογήσουν νέους διά τας συμμορίας.	[761, 1402, 1014, 1450]
article-text: Υπό του Υπουργείου Ανοικοδομήσεως ελήφθησαν μέτρα διά την ταχυτέραν στέγασιν των συμμοριοπλήκτων, προ της ενάρξεως του χειμώνος.	[1022, 1440, 1276, 1486]
article-turkey-cont	[1110, 804, 1276, 1292]
article-text: Το ζήτημα της θέσεως της γυναικός εις την σύγχρονον κοινωνίαν απασχολεί σήμερον περισσότερον από ποτέ άλλοτε. Η γυναίκα, η οποία επί αιώνας παρέμεινε εις το περιθώριον της δημοσίας ζωής, διεκδικεί σήμερον ίσα δικαιώματα με τον άνδρα.	[1286, 1175, 1505, 1256]
